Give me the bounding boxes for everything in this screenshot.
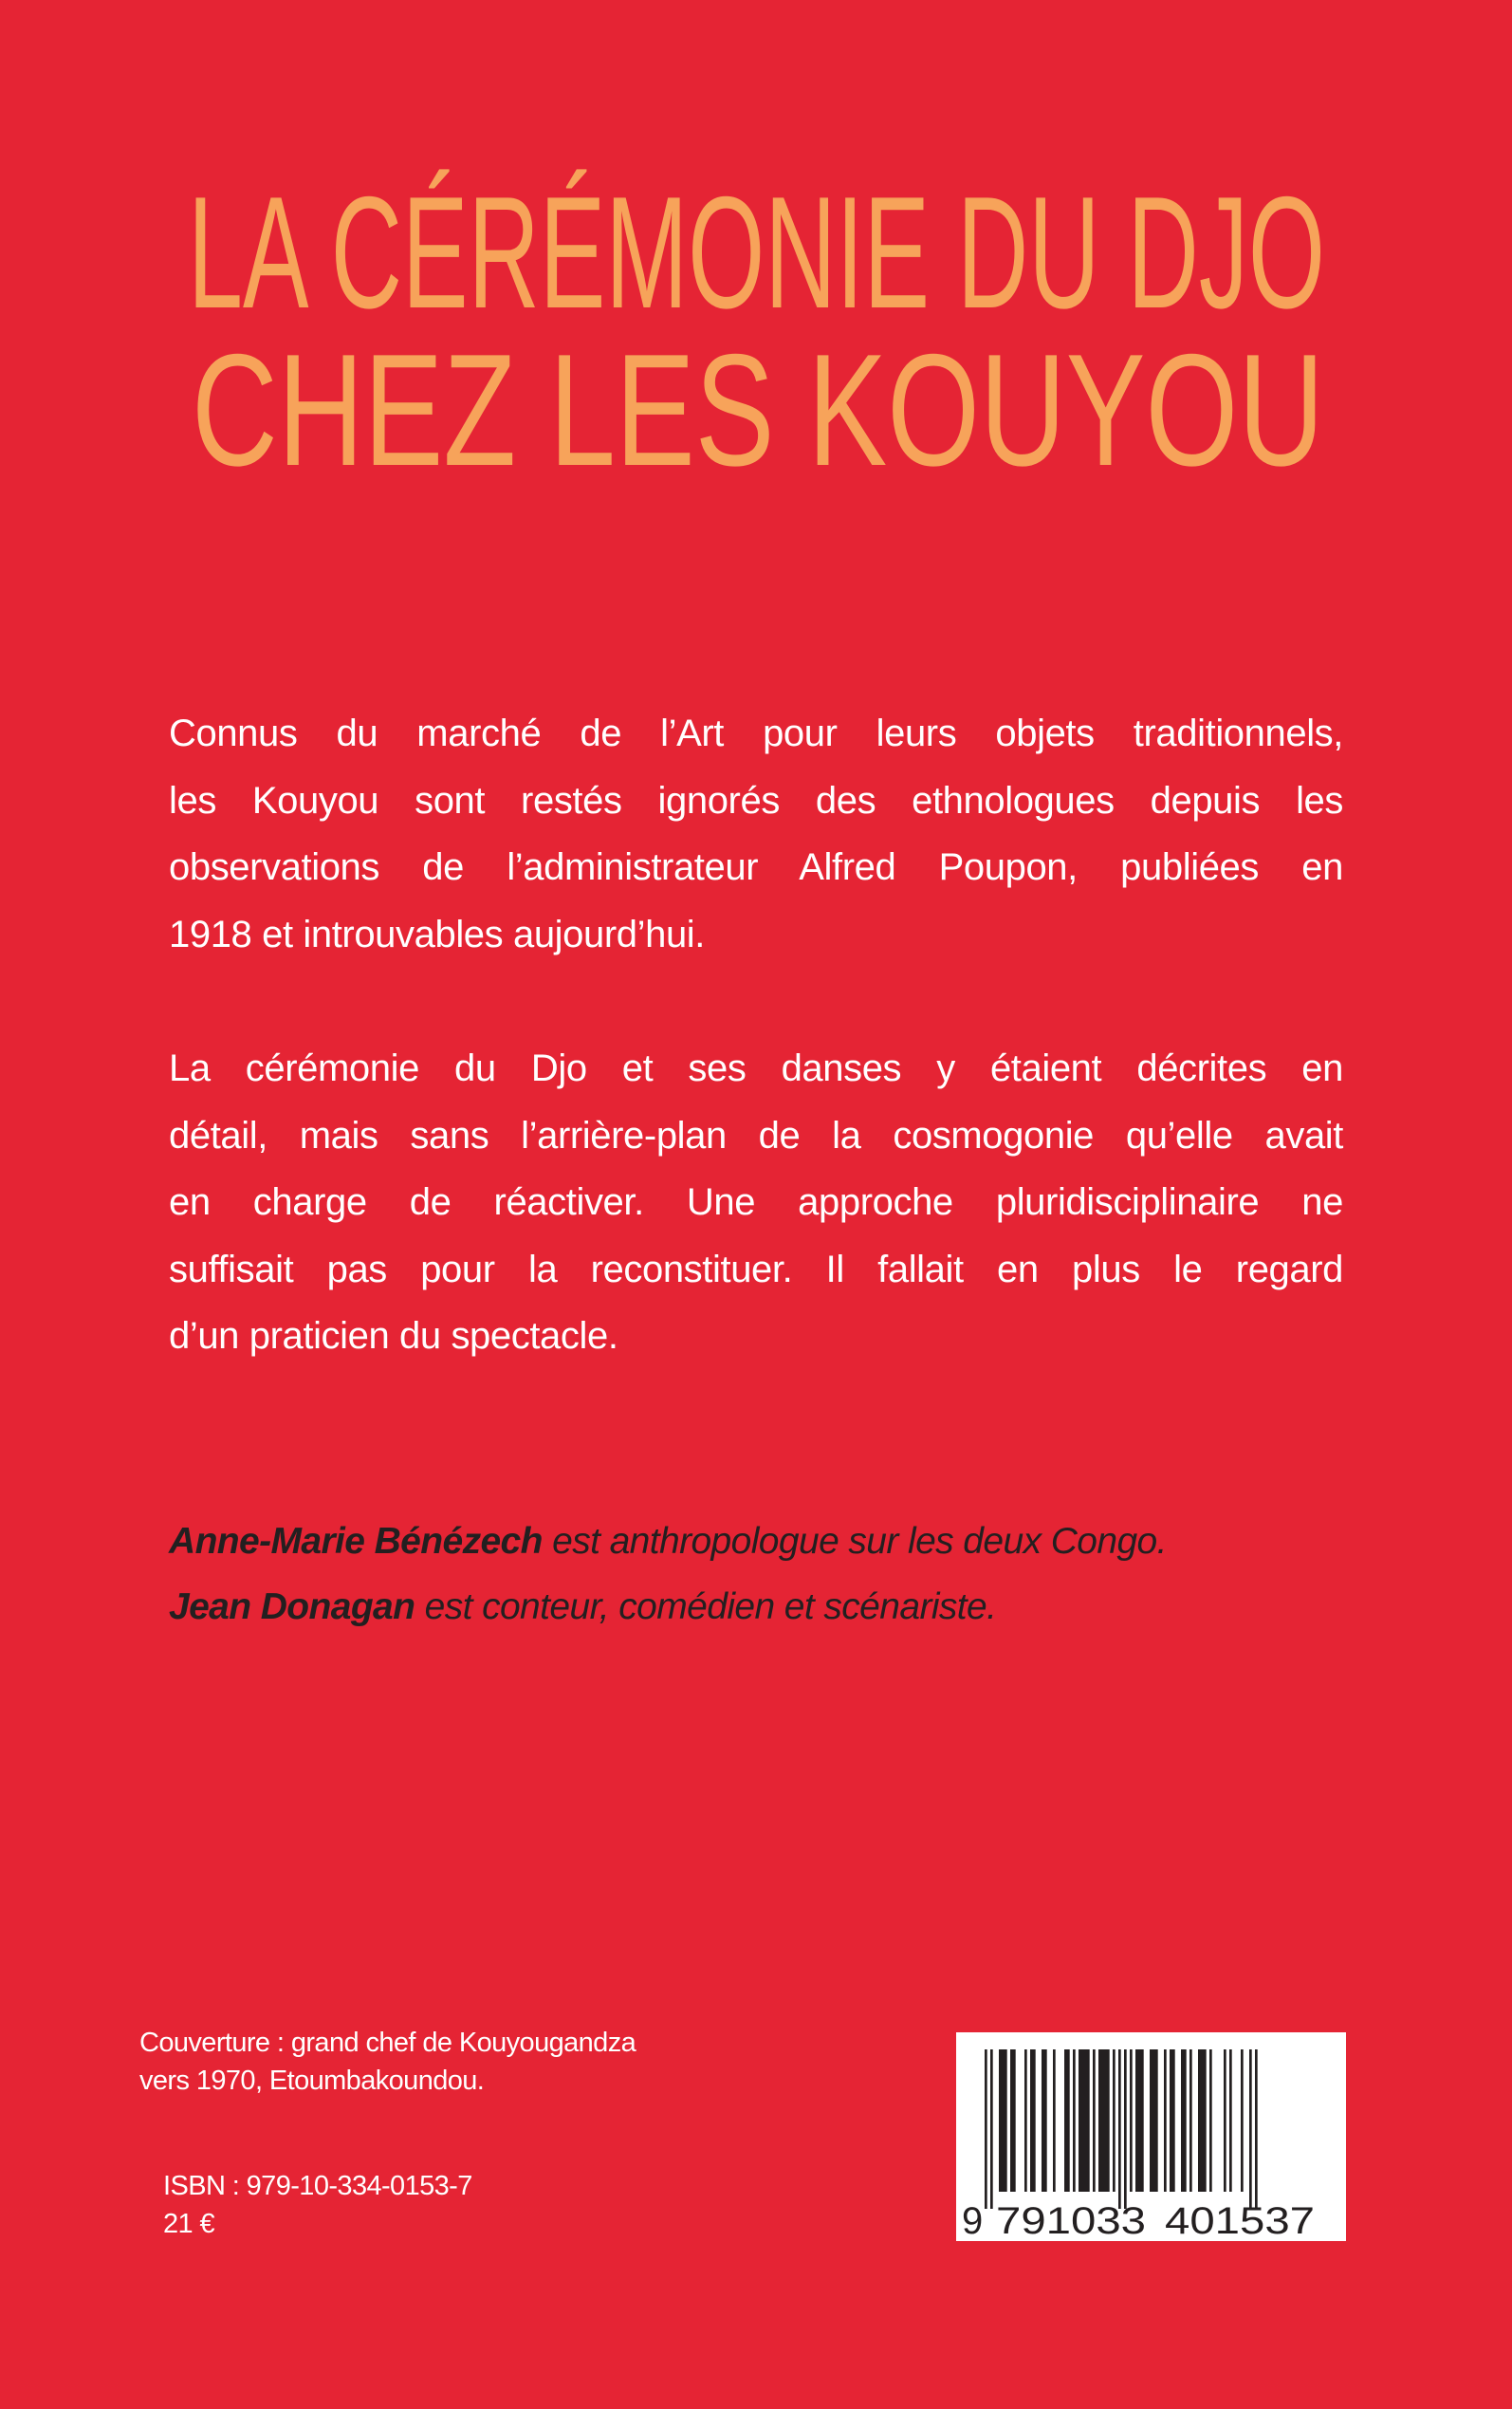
text-line: d’un praticien du spectacle. bbox=[169, 1315, 618, 1357]
barcode-bar bbox=[1189, 2049, 1192, 2192]
title-line-1: LA CÉRÉMONIE DU DJO bbox=[188, 163, 1325, 342]
cover-caption bbox=[139, 2024, 636, 2100]
barcode-bar bbox=[1024, 2049, 1027, 2192]
book-title bbox=[0, 0, 1512, 531]
barcode-bar bbox=[1073, 2049, 1076, 2192]
barcode-digits-group-2: 401537 bbox=[1165, 2200, 1315, 2241]
barcode-bar bbox=[1255, 2049, 1258, 2209]
barcode-digit-first: 9 bbox=[962, 2200, 984, 2241]
barcode-bar bbox=[1098, 2049, 1110, 2192]
caption-line: vers 1970, Etoumbakoundou. bbox=[139, 2066, 485, 2096]
barcode-bar bbox=[1135, 2049, 1144, 2192]
text-line: observations de l’administrateur Alfred Poupon, publiées en bbox=[169, 846, 1343, 888]
barcode-bar bbox=[1241, 2049, 1244, 2192]
barcode-bar bbox=[1150, 2049, 1158, 2192]
barcode-bar bbox=[1093, 2049, 1096, 2192]
barcode-bar bbox=[1164, 2049, 1167, 2192]
text-line: La cérémonie du Djo et ses danses y étaient décrites en bbox=[169, 1047, 1343, 1089]
author-name: Anne-Marie Bénézech bbox=[169, 1521, 543, 1562]
barcode bbox=[956, 2032, 1346, 2241]
barcode-bar bbox=[1130, 2049, 1133, 2192]
author-bio bbox=[169, 1574, 1167, 1640]
price: 21 € bbox=[163, 2209, 215, 2239]
barcode-bar bbox=[999, 2049, 1007, 2192]
barcode-bar bbox=[985, 2049, 987, 2209]
barcode-bar bbox=[1079, 2049, 1090, 2192]
text-line: détail, mais sans l’arrière-plan de la cosmogonie qu’elle avait bbox=[169, 1114, 1343, 1157]
author-bios bbox=[169, 1509, 1167, 1640]
barcode-bar bbox=[1209, 2049, 1212, 2192]
isbn: ISBN : 979-10-334-0153-7 bbox=[163, 2171, 472, 2201]
barcode-bar bbox=[1010, 2049, 1016, 2192]
barcode-bar bbox=[1113, 2049, 1116, 2192]
barcode-digits-group-1: 791033 bbox=[996, 2200, 1146, 2241]
text-line: Connus du marché de l’Art pour leurs objets traditionnels, bbox=[169, 713, 1343, 754]
author-name: Jean Donagan bbox=[169, 1586, 415, 1627]
barcode-bar bbox=[1053, 2049, 1056, 2192]
text-line: en charge de réactiver. Une approche pluridisciplinaire ne bbox=[169, 1181, 1343, 1223]
barcode-bar bbox=[1181, 2049, 1187, 2192]
text-line: 1918 et introuvables aujourd’hui. bbox=[169, 913, 705, 955]
barcode-bar bbox=[1249, 2049, 1252, 2209]
text-line: les Kouyou sont restés ignorés des ethnologues depuis les bbox=[169, 779, 1343, 822]
barcode-bar bbox=[1118, 2049, 1121, 2209]
pricing-info bbox=[163, 2167, 472, 2243]
text-line: suffisait pas pour la reconstituer. Il fallait en plus le regard bbox=[169, 1248, 1343, 1290]
description-paragraph-2 bbox=[169, 1035, 1343, 1370]
author-description: est anthropologue sur les deux Congo. bbox=[542, 1521, 1167, 1562]
barcode-bar bbox=[1042, 2049, 1047, 2192]
barcode-bar bbox=[1030, 2049, 1036, 2192]
barcode-bar bbox=[990, 2049, 993, 2209]
author-bio bbox=[169, 1509, 1167, 1574]
title-line-2: CHEZ LES KOUYOU bbox=[192, 321, 1324, 499]
barcode-bar bbox=[1124, 2049, 1127, 2209]
barcode-bar bbox=[1229, 2049, 1232, 2192]
barcode-bar bbox=[1064, 2049, 1070, 2192]
barcode-bar bbox=[1224, 2049, 1226, 2192]
caption-line: Couverture : grand chef de Kouyougandza bbox=[139, 2028, 636, 2058]
barcode-bars bbox=[985, 2049, 1258, 2209]
barcode-bar bbox=[1170, 2049, 1175, 2192]
barcode-bar bbox=[1198, 2049, 1207, 2192]
description-paragraph-1 bbox=[169, 700, 1343, 968]
author-description: est conteur, comédien et scénariste. bbox=[415, 1586, 997, 1627]
